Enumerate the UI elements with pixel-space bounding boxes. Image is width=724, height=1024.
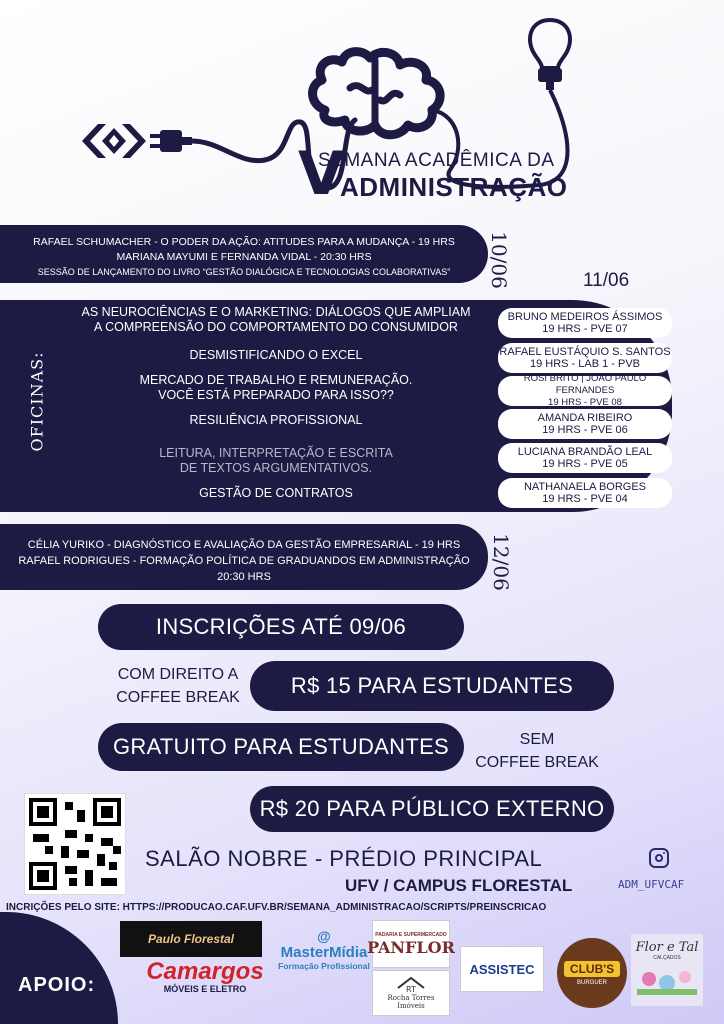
logo-clubs-text: CLUB'S bbox=[564, 961, 620, 977]
logo-floretal-sub: CALÇADOS bbox=[653, 955, 681, 961]
logo-camargos bbox=[138, 958, 272, 994]
logo-assistec bbox=[460, 946, 544, 992]
logo-panflor-top: PADARIA E SUPERMERCADO bbox=[375, 931, 447, 938]
instagram-handle[interactable]: ADM_UFVCAF bbox=[618, 878, 685, 891]
workshop-speaker-name: NATHANAELA BORGES bbox=[523, 481, 647, 493]
logo-paulo bbox=[120, 921, 262, 957]
logo-ufv-icon bbox=[82, 124, 146, 158]
qr-code[interactable] bbox=[24, 793, 126, 895]
at-icon: @ bbox=[317, 928, 331, 944]
logo-clubs-sub: BURGUER bbox=[576, 979, 607, 986]
free-students: GRATUITO PARA ESTUDANTES bbox=[98, 723, 464, 771]
workshop-time-room: 19 HRS - PVE 05 bbox=[542, 458, 628, 470]
workshop-speaker-name: RAFAEL EUSTÁQUIO S. SANTOS bbox=[499, 346, 671, 358]
logo-rocha-torres bbox=[372, 970, 450, 1016]
day3-line: CÉLIA YURIKO - DIAGNÓSTICO E AVALIAÇÃO DA GESTÃO EMPRESARIAL - 19 HRS bbox=[27, 539, 461, 551]
workshop-title: LEITURA, INTERPRETAÇÃO E ESCRITA DE TEXTOS ARGUMENTATIVOS. bbox=[159, 446, 393, 475]
workshop-speaker-name: ROSI BRITO | JOÃO PAULO FERNANDES bbox=[523, 373, 647, 396]
logo-camargos-text: Camargos bbox=[146, 958, 264, 985]
workshop-speaker-card bbox=[498, 478, 672, 508]
logo-assistec-text: ASSISTEC bbox=[469, 961, 535, 977]
logo-paulo-text: Paulo Florestal bbox=[147, 932, 235, 946]
svg-text:RT: RT bbox=[406, 985, 416, 994]
house-icon bbox=[396, 976, 426, 994]
workshop-speaker-card bbox=[498, 308, 672, 338]
workshop-title: RESILIÊNCIA PROFISSIONAL bbox=[189, 413, 363, 427]
workshop-speaker-card bbox=[498, 409, 672, 439]
workshop-speaker-card bbox=[498, 443, 672, 473]
day3-banner bbox=[0, 524, 488, 590]
day3-date: 12/06 bbox=[488, 533, 513, 591]
venue-line2: UFV / CAMPUS FLORESTAL bbox=[345, 876, 573, 895]
support-label: APOIO: bbox=[18, 974, 96, 996]
workshop-time-room: 19 HRS - PVE 04 bbox=[542, 493, 628, 505]
qr-code-icon bbox=[25, 794, 125, 894]
workshop-time-room: 19 HRS - PVE 08 bbox=[548, 397, 622, 408]
workshop-time-room: 19 HRS - PVE 06 bbox=[542, 424, 628, 436]
logo-mastermidia-sub: Formação Profissional bbox=[278, 961, 370, 971]
logo-floretal-text: Flor e Tal bbox=[635, 940, 699, 955]
no-coffee-note: SEM COFFEE BREAK bbox=[475, 731, 599, 771]
with-coffee-note: COM DIREITO A COFFEE BREAK bbox=[116, 666, 240, 706]
support-corner bbox=[0, 912, 118, 1024]
workshops-label: OFICINAS: bbox=[27, 351, 47, 452]
day1-line: SESSÃO DE LANÇAMENTO DO LIVRO “GESTÃO DIALÓGICA E TECNOLOGIAS COLABORATIVAS” bbox=[37, 267, 451, 277]
workshop-speaker-card bbox=[498, 343, 672, 373]
workshop-speaker-card bbox=[498, 373, 672, 408]
venue-line1: SALÃO NOBRE - PRÉDIO PRINCIPAL bbox=[145, 846, 543, 871]
workshop-title: AS NEUROCIÊNCIAS E O MARKETING: DIÁLOGOS QUE AMPLIAM A COMPREENSÃO DO COMPORTAMENTO DO CONSUMIDOR bbox=[81, 305, 471, 334]
day1-line: RAFAEL SCHUMACHER - O PODER DA AÇÃO: ATITUDES PARA A MUDANÇA - 19 HRS bbox=[33, 236, 455, 248]
workshop-time-room: 19 HRS - LAB 1 - PVB bbox=[529, 358, 641, 370]
flowers-icon bbox=[637, 961, 697, 995]
day1-date: 10/06 bbox=[486, 231, 511, 289]
workshop-speaker-name: LUCIANA BRANDÃO LEAL bbox=[517, 446, 653, 458]
day2-date: 11/06 bbox=[583, 270, 630, 291]
logo-rocha-text: Rocha Torres Imóveis bbox=[387, 994, 435, 1010]
registration-deadline: INSCRIÇÕES ATÉ 09/06 bbox=[98, 604, 464, 650]
price-students: R$ 15 PARA ESTUDANTES bbox=[250, 661, 614, 711]
day3-line: 20:30 HRS bbox=[217, 571, 271, 583]
day3-line: RAFAEL RODRIGUES - FORMAÇÃO POLÍTICA DE GRADUANDOS EM ADMINISTRAÇÃO bbox=[18, 555, 470, 567]
logo-flor-e-tal bbox=[631, 934, 703, 1006]
logo-clubs bbox=[557, 938, 627, 1008]
registration-site[interactable]: INCRIÇÕES PELO SITE: HTTPS://PRODUCAO.CAF.UFV.BR/SEMANA_ADMINISTRACAO/SCRIPTS/PREINSCRICAO bbox=[6, 902, 547, 913]
day1-line: MARIANA MAYUMI E FERNANDA VIDAL - 20:30 HRS bbox=[116, 251, 372, 263]
logo-mastermidia bbox=[278, 928, 370, 971]
event-title-line1: SEMANA ACADÊMICA DA bbox=[318, 150, 555, 171]
instagram-icon[interactable] bbox=[649, 848, 669, 868]
event-title-line2: ADMINISTRAÇÃO bbox=[340, 172, 568, 202]
edition-letter: V bbox=[298, 139, 345, 209]
workshop-title: GESTÃO DE CONTRATOS bbox=[199, 486, 353, 500]
workshop-time-room: 19 HRS - PVE 07 bbox=[542, 323, 628, 335]
logo-panflor bbox=[367, 920, 455, 968]
price-external: R$ 20 PARA PÚBLICO EXTERNO bbox=[250, 786, 614, 832]
logo-camargos-sub: MÓVEIS E ELETRO bbox=[163, 984, 247, 994]
workshop-speaker-name: BRUNO MEDEIROS ÁSSIMOS bbox=[507, 311, 663, 323]
workshop-title: MERCADO DE TRABALHO E REMUNERAÇÃO. VOCÊ ESTÁ PREPARADO PARA ISSO?? bbox=[139, 373, 413, 402]
logo-panflor-text: PANFLOR bbox=[367, 937, 455, 957]
day1-banner bbox=[0, 225, 488, 283]
workshop-speaker-name: AMANDA RIBEIRO bbox=[537, 412, 633, 424]
logo-mastermidia-text: MasterMídia bbox=[280, 944, 368, 961]
workshop-title: DESMISTIFICANDO O EXCEL bbox=[189, 348, 363, 362]
